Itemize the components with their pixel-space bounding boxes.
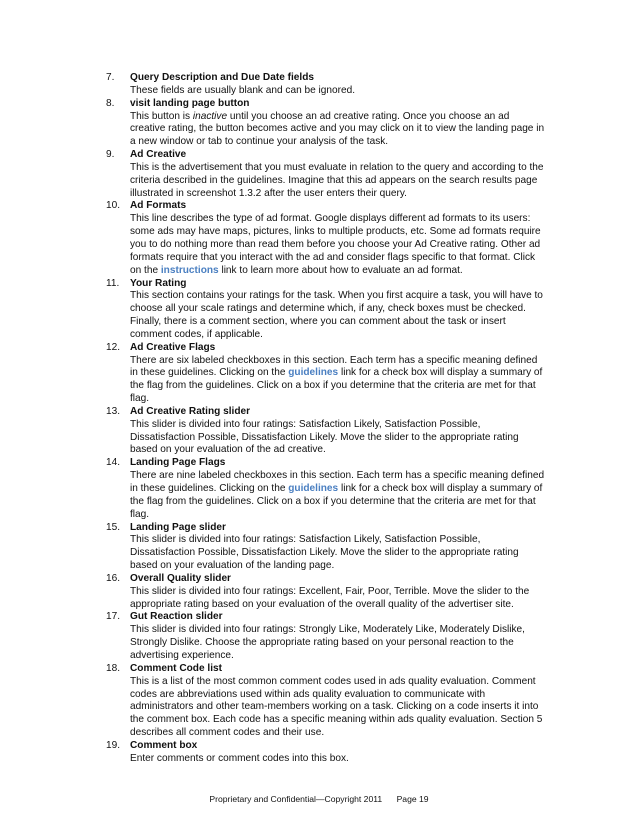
inline-link[interactable]: guidelines: [288, 483, 339, 494]
text-segment: This slider is divided into four ratings: Satisfaction Likely, Satisfaction Possible, Dissatisfaction Possible, Dissatisfaction Likely. Move the slider to the appropriate rating based on your evaluation of the landing page.: [130, 534, 519, 572]
item-description: [130, 111, 546, 150]
text-segment: This slider is divided into four ratings: Excellent, Fair, Poor, Terrible. Move the slider to the appropriate rating based on your evaluation of the overall quality of the advertiser site.: [130, 585, 530, 610]
item-number: 14.: [106, 457, 121, 469]
italic-text: inactive: [192, 110, 228, 122]
item-title: Landing Page slider: [130, 521, 226, 533]
text-segment: Enter comments or comment codes into this box.: [130, 752, 349, 764]
text-segment: This line describes the type of ad format. Google displays different ad formats to its users: some ads may have maps, pictures, links to multiple products, etc. Some ad formats require you to do nothing more than read them before you choose your Ad Creative rating. Other ad formats require that you interact with the ad and consider flags specific to that format. Click on the: [130, 213, 541, 276]
text-segment: These fields are usually blank and can be ignored.: [130, 84, 356, 96]
inline-link[interactable]: guidelines: [288, 367, 339, 379]
item-number: 10.: [106, 200, 121, 212]
item-description: [130, 586, 546, 612]
text-segment: This is a list of the most common comment codes used in ads quality evaluation. Comment codes are abbreviations used within ads quality evaluation to communicate with administrators and other team-members working on a task. Clicking on a code inserts it into the comment box. Each code has a specific meaning within ads quality evaluation. Section 5 describes all comment codes and their use.: [130, 675, 543, 739]
list-item: [106, 200, 546, 277]
item-title: visit landing page button: [130, 97, 250, 109]
item-title: Your Rating: [130, 277, 187, 289]
item-description: [130, 624, 546, 663]
item-number: 11.: [106, 277, 120, 289]
list-item: [106, 611, 546, 662]
list-item: [106, 457, 546, 521]
item-title: Comment Code list: [130, 662, 222, 674]
text-segment: link for a check box will display a summary of the flag from the guidelines. Click on a box if you determine that the criteria are met for that flag.: [130, 483, 543, 520]
text-segment: link to learn more about how to evaluate an ad format.: [218, 264, 463, 276]
item-description: [130, 470, 546, 521]
item-description: [130, 534, 546, 573]
list-item: [106, 342, 546, 406]
item-number: 8.: [106, 97, 115, 109]
list-item: [106, 149, 546, 200]
item-number: 9.: [106, 149, 115, 161]
footer-page-number: Page 19: [396, 794, 429, 804]
item-number: 12.: [106, 341, 121, 353]
list-item: [106, 278, 546, 342]
item-title: Ad Formats: [130, 200, 187, 212]
item-description: [130, 290, 546, 341]
inline-link[interactable]: instructions: [160, 264, 219, 276]
item-title: Query Description and Due Date fields: [130, 72, 314, 83]
item-title: Gut Reaction slider: [130, 611, 223, 623]
list-item: [106, 573, 546, 612]
text-segment: There are six labeled checkboxes in this section. Each term has a specific meaning defined in these guidelines. Clicking on the: [130, 354, 538, 379]
item-number: 17.: [106, 611, 121, 623]
list-item: [106, 740, 546, 766]
text-segment: This slider is divided into four ratings: Satisfaction Likely, Satisfaction Possible, Dissatisfaction Possible, Dissatisfaction Likely. Move the slider to the appropriate rating based on your evaluation of the ad creative.: [130, 418, 519, 456]
item-description: [130, 419, 546, 458]
list-item: [106, 72, 546, 98]
footer-copyright: Proprietary and Confidential—Copyright 2011: [209, 794, 383, 804]
item-title: Landing Page Flags: [130, 457, 226, 469]
text-segment: This button is: [130, 110, 193, 122]
item-title: Overall Quality slider: [130, 572, 231, 584]
item-description: [130, 85, 546, 98]
item-description: [130, 213, 546, 277]
item-title: Ad Creative: [130, 149, 187, 161]
text-segment: link for a check box will display a summary of the flag from the guidelines. Click on a box if you determine that the criteria are met for that flag.: [130, 367, 543, 405]
text-segment: There are nine labeled checkboxes in this section. Each term has a specific meaning defined in these guidelines. Clicking on the: [130, 470, 545, 494]
text-segment: This is the advertisement that you must evaluate in relation to the query and according to the criteria described in the guidelines. Imagine that this ad appears on the search results page illustrated in screenshot 1.3.2 after the user enters their query.: [130, 161, 544, 199]
item-number: 15.: [106, 521, 121, 533]
text-segment: until you choose an ad creative rating. Once you choose an ad creative rating, the button becomes active and you may click on it to view the landing page in a new window or tab to continue your analysis of the task.: [130, 110, 545, 148]
item-number: 18.: [106, 662, 121, 674]
text-segment: This section contains your ratings for the task. When you first acquire a task, you will have to choose all your scale ratings and determine which, if any, check boxes must be checked. Finally, there is a comment section, where you can comment about the task or insert comment codes, if applicable.: [130, 290, 543, 340]
list-item: [106, 406, 546, 457]
item-number: 16.: [106, 572, 121, 584]
item-number: 7.: [106, 72, 115, 83]
item-description: [130, 355, 546, 406]
page-footer: [0, 794, 638, 804]
item-title: Comment box: [130, 739, 198, 751]
item-description: [130, 753, 546, 766]
item-description: [130, 162, 546, 201]
item-number: 13.: [106, 405, 121, 417]
list-item: [106, 98, 546, 149]
item-number: 19.: [106, 739, 121, 751]
item-title: Ad Creative Rating slider: [130, 405, 251, 417]
text-segment: This slider is divided into four ratings: Strongly Like, Moderately Like, Moderately Dislike, Strongly Dislike. Choose the appropriate rating based on your personal reaction to the advertising experience.: [130, 624, 525, 661]
list-item: [106, 663, 546, 740]
item-description: [130, 676, 546, 740]
item-title: Ad Creative Flags: [130, 341, 216, 353]
list-item: [106, 522, 546, 573]
document-body: [106, 72, 546, 766]
